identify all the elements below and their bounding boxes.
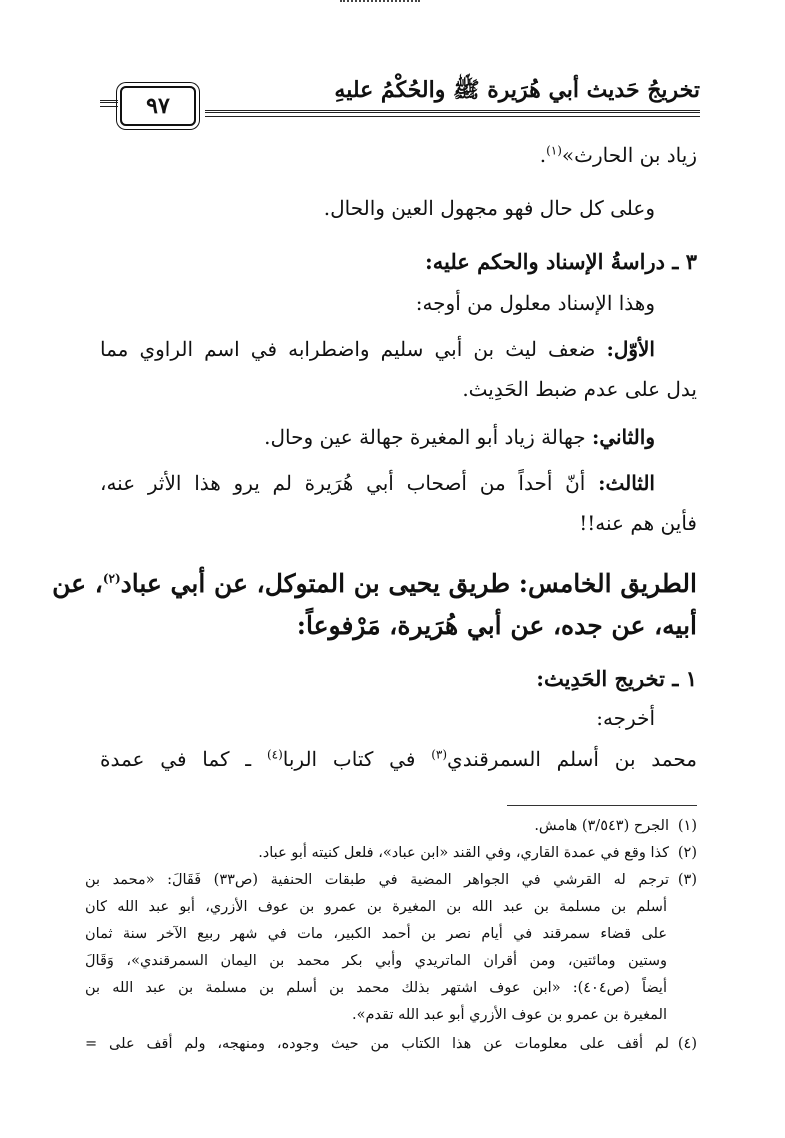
- footnote-text: لم أقف على معلومات عن هذا الكتاب من حيث وجوده، ومنهجه، ولم أقف على =: [85, 1036, 669, 1052]
- footnote-ref-4: (٤): [266, 747, 283, 762]
- text-line-4: وهذا الإسناد معلول من أوجه:: [415, 291, 655, 315]
- text-line-1: [100, 142, 697, 168]
- text-line-13: أخرجه:: [596, 706, 655, 730]
- footnote-4: [85, 1036, 697, 1053]
- text: ـ كما في عمدة: [100, 747, 267, 771]
- footnote-number: (١): [677, 818, 697, 834]
- header-rule: [205, 110, 700, 117]
- footnote-text: كذا وقع في عمدة القاري، وفي القند «ابن عباد»، فلعل كنيته أبو عباد.: [258, 845, 669, 861]
- footnote-1: [85, 818, 697, 835]
- footnote-number: (٣): [677, 872, 697, 888]
- footnote-ref-2: (٢): [102, 571, 121, 586]
- footnote-3-line-4: وستين ومائتين، ومن أقران الماتريدي وأبي بكر محمد بن اليمان السمرقندي»، وَقَالَ: [85, 953, 667, 969]
- footnote-3: [85, 872, 697, 889]
- footnote-3-line-3: على قضاء سمرقند في أيام نصر بن أحمد الكبير، مات في شهر ربيع الآخر سنة ثمان: [85, 926, 667, 942]
- text: .: [539, 143, 547, 167]
- text: محمد بن أسلم السمرقندي: [447, 747, 697, 771]
- point-label-first: الأوّل:: [606, 337, 655, 361]
- point-label-second: والثاني:: [591, 425, 655, 449]
- footnote-3-line-2: أسلم بن مسلمة بن عبد الله بن المغيرة بن عمرو بن عوف الأزري، أبو عبد الله كان: [85, 899, 667, 915]
- text-line-9: فأين هم عنه!!: [579, 511, 697, 535]
- footnote-3-line-5: أيضاً (ص٤٠٤): «ابن عوف اشتهر بذلك محمد بن أسلم بن مسلمة بن عبد الله بن: [85, 980, 667, 996]
- running-header: [100, 76, 700, 120]
- footnote-text: ترجم له القرشي في الجواهر المضية في طبقات الحنفية (ص٣٣) فَقَالَ: «محمد بن: [85, 872, 669, 888]
- footnote-ref-1: (١): [546, 143, 562, 158]
- footnote-number: (٢): [677, 845, 697, 861]
- text: زياد بن الحارث»: [561, 143, 697, 167]
- footnote-2: [85, 845, 697, 862]
- route-heading-line-1: [52, 568, 697, 601]
- text-line-6: يدل على عدم ضبط الحَدِيث.: [462, 377, 697, 401]
- text: أنّ أحداً من أصحاب أبي هُرَيرة لم يرو هذا الأثر عنه،: [100, 471, 599, 495]
- text-line-8: [100, 470, 655, 496]
- section-heading-1: ١ ـ تخريج الحَدِيث:: [536, 666, 697, 691]
- footnote-separator: [507, 805, 697, 806]
- footnote-ref-3: (٣): [431, 747, 448, 762]
- text: ، عن: [52, 569, 103, 598]
- page-number: ٩٧: [120, 86, 196, 126]
- text-line-14: [100, 746, 697, 772]
- text: في كتاب الربا: [282, 747, 432, 771]
- footnote-text: الجرح (٣/٥٤٣) هامش.: [534, 818, 669, 834]
- top-edge-mark: [340, 0, 420, 8]
- header-rule-left: [100, 100, 118, 107]
- header-title: تخريجُ حَديث أبي هُرَيرة ﷺ والحُكْمُ عليهِ: [334, 77, 700, 103]
- text-line-5: [100, 336, 655, 362]
- section-heading-3: ٣ ـ دراسةُ الإسناد والحكم عليه:: [425, 249, 697, 274]
- footnote-3-line-6: المغيرة بن عمرو بن عوف الأزري أبو عبد الله تقدم».: [352, 1007, 667, 1023]
- text: ضعف ليث بن أبي سليم واضطرابه في اسم الراوي مما: [100, 337, 607, 361]
- text-line-2: وعلى كل حال فهو مجهول العين والحال.: [323, 196, 655, 220]
- route-heading-line-2: أبيه، عن جده، عن أبي هُرَيرة، مَرْفوعاً:: [296, 611, 697, 640]
- footnote-number: (٤): [677, 1036, 697, 1052]
- text: جهالة زياد أبو المغيرة جهالة عين وحال.: [264, 425, 592, 449]
- point-label-third: الثالث:: [598, 471, 655, 495]
- text-line-7: [100, 424, 655, 450]
- text: الطريق الخامس: طريق يحيى بن المتوكل، عن أبي عباد: [120, 569, 697, 598]
